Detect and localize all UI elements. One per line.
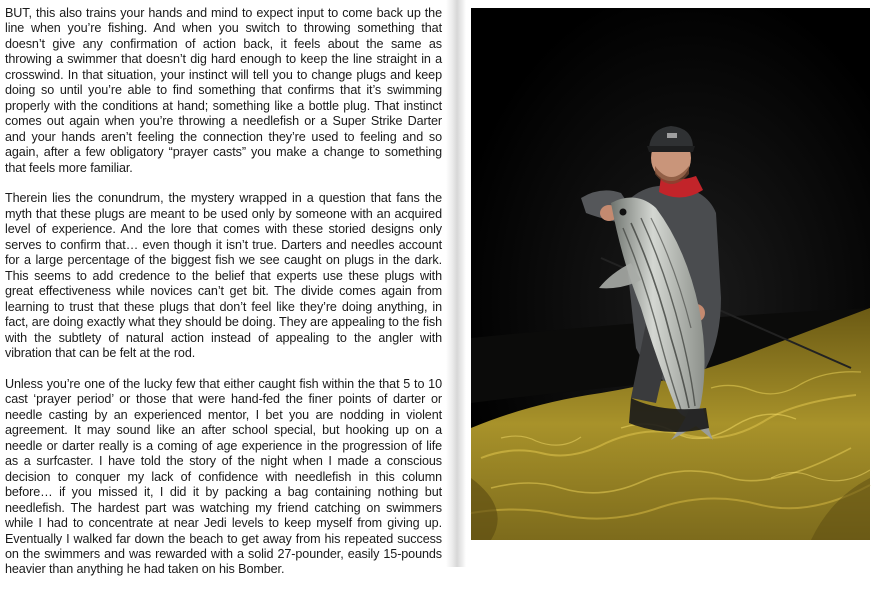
angler-with-striped-bass-illustration: [471, 8, 870, 540]
article-paragraph-3: Unless you’re one of the lucky few that either caught fish within the that 5 to 10 cast ‘prayer period’ or those that were hand-fed the finer points of darter or needle casting by an experienced mentor, I bet you are nodding in violent agreement. It may sound like an after school special, but hooking up on a needle or darter really is a coming of age experience in the progression of life as a surfcaster. I have told the story of the night when I made a conscious decision to conquer my lack of confidence with needlefish in this column before… if you missed it, I did it by packing a bag containing nothing but needlefish. The hardest part was watching my friend catching on swimmers while I had to concentrate at near Jedi levels to keep myself from giving up. Eventually I walked far down the beach to get away from his repeated success on the swimmers and was rewarded with a solid 27-pounder, easily 15-pounds heavier than anything he had taken on his Bomber.: [5, 376, 442, 577]
article-paragraph-1: BUT, this also trains your hands and mind to expect input to come back up the line when you’re fishing. And when you switch to throwing something that doesn’t give any confirmation of action back, it feels about the same as throwing a swimmer that doesn’t dig hard enough to keep the line straight in a crosswind. In that situation, your instinct will tell you to change plugs and keep doing so until you’re able to find something that confirms that it’s swimming properly with the conditions at hand; something like a bottle plug. That instinct comes out again when you’re throwing a needlefish or a Super Strike Darter and your hands aren’t feeling the connection they’re used to feeling and so again, after a few obligatory “prayer casts” you make a change to something that feels more familiar.: [5, 6, 442, 175]
page-gutter: [446, 0, 466, 567]
article-paragraph-2: Therein lies the conundrum, the mystery wrapped in a question that fans the myth that these plugs are meant to be used only by someone with an acquired level of experience. And the lore that comes with these storied designs only serves to confirm that… even though it isn’t true. Darters and needles account for a large percentage of the biggest fish we see caught on plugs in the dark. This seems to add credence to the belief that experts use these plugs with great effectiveness while novices can’t get bit. The divide comes again from learning to trust that these plugs that don’t feel like they’re doing anything, in fact, are doing exactly what they should be doing. They are appealing to the fish with the subtlety of natural action instead of appealing to the angler with vibration that can be felt at the rod.: [5, 191, 442, 361]
article-text-column: [5, 6, 442, 593]
fishing-photo: [471, 8, 870, 540]
